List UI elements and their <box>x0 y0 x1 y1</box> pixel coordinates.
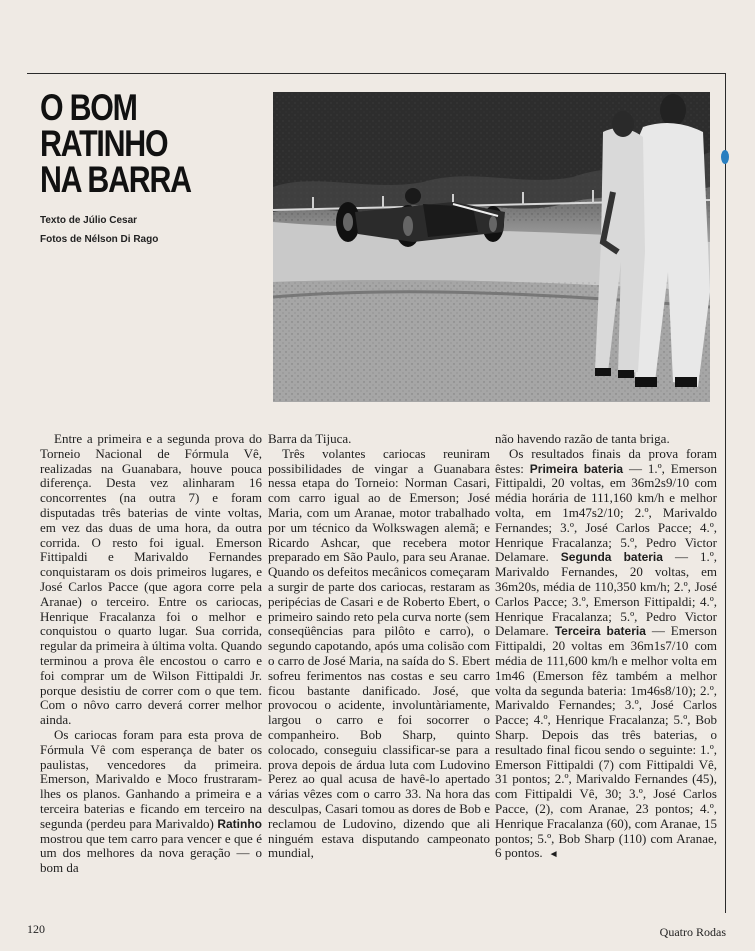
heading-terceira-bateria: Terceira bateria <box>554 624 646 639</box>
col1-p2-text-a: Os cariocas foram para esta prova de Fórmula Vê com esperança de bater os paulistas, vencedores da primeira. Emerson, Marivaldo e Moco frustraram-lhes os planos. Ganhando a primeira e a terceira baterias e ficando em terceiro na segunda (perdeu para Marivaldo) <box>40 726 262 831</box>
col1-paragraph-1: Entre a primeira e a segunda prova do Torneio Nacional de Fórmula Vê, realizadas na Guanabara, houve pouca diferença. Desta vez alinharam 16 concorrentes (na outra 7) e foram disputadas três baterias de vinte voltas, em vez das duas de uma hora, da outra corrida. O resto foi igual. Emerson Fittipaldi e Marivaldo Fernandes conquistaram os dois primeiros lugares, e José Carlos Pacce (que agora corre pela Aranae) o terceiro. Entre os cariocas, Henrique Fracalanza foi o melhor e conquistou o quarto lugar. Sua corrida, regular da primeira à última volta. Quando terminou a prova êle encostou o carro e foi comprar um de Wilson Fittipaldi Jr. porque desistiu de correr com o que tem. Com o nôvo carro deverá correr melhor ainda. <box>40 431 263 728</box>
col2-paragraph-2: Três volantes cariocas reuniram possibilidades de vingar a Guanabara nessa etapa do Torneio: Norman Casari, com carro igual ao de Emerson; José Maria, com um Aranae, motor trabalhado por um técnico da Wolkswagen alemã; e Ricardo Ashcar, que recebera motor preparado em São Paulo, para seu Aranae. Quando os defeitos mecânicos começaram a surgir de parte dos cariocas, restaram as peripécias de Casari e de Roberto Ebert, o primeiro saindo reto pela curva norte (sem conseqüências para pilôto e carro), o segundo capotando, após uma colisão com o carro de José Maria, na saída do S. Ebert sofreu ferimentos nas costas e seu carro ficou bastante danificado. José, que provocou o acidente, involuntàriamente, largou o carro e foi socorrer o companheiro. Bob Sharp, quinto colocado, conseguiu classificar-se para a prova depois de árdua luta com Ludovino Perez ao qual acusa de havê-lo apertado várias vêzes com o carro 33. Na hora das desculpas, Casari tomou as dores de Bob e reclamou de Ludovino, dizendo que ali ninguém estava disputando campeonato mundial, <box>268 445 491 861</box>
col2-paragraph-1: Barra da Tijuca. <box>268 431 352 446</box>
magazine-name: Quatro Rodas <box>659 925 726 939</box>
col1-paragraph-2 <box>40 728 262 876</box>
page-number: 120 <box>27 922 45 936</box>
col3-p2-results-2: — 1.º, Marivaldo Fernandes, 20 voltas, em 36m20s, média de 110,350 km/h; 2.º, José Carlos Pacce; 3.º, Emerson Fittipaldi; 4.º, Henrique Fracalanza; 5.º, Pedro Victor Delamare. <box>495 549 718 639</box>
headline-line-3: NA BARRA <box>40 159 191 200</box>
race-photo-image <box>273 92 710 402</box>
body-column-2 <box>268 432 490 861</box>
heading-primeira-bateria: Primeira bateria <box>529 461 624 476</box>
race-photo <box>273 92 710 402</box>
headline-line-2: RATINHO <box>40 123 168 164</box>
body-column-1 <box>40 432 262 876</box>
col3-paragraph-2 <box>495 447 717 863</box>
end-of-article-mark: ◄ <box>548 849 559 861</box>
col3-p2-intro: Os resultados finais da prova foram êstes: <box>495 445 717 476</box>
col3-p2-results-3: — Emerson Fittipaldi, 20 voltas em 36m1s7/10 com média de 111,600 km/h e melhor volta em 1m46 (Emerson fêz também a melhor volta da segunda bateria: 1m46s8/10); 2.º, Marivaldo Fernandes; 3.º, José Carlos Pacce; 4.º, Henrique Fracalanza; 5.º, Bob Sharp. Depois das três baterias, o resultado final ficou sendo o seguinte: 1.º, Emerson Fittipaldi (7) com Fittipaldi Vê, 31 pontos; 2.º, Marivaldo Fernandes (45), com Fittipaldi Vê, 30; 3.º, José Carlos Pacce, (2), com Aranae, 23 pontos; 4.º, Henrique Fracalanza (60), com Aranae, 15 pontos; 5.º, Bob Sharp (110) com Aranae, 6 pontos. <box>495 623 717 861</box>
photo-byline: Fotos de Nélson Di Rago <box>40 234 159 245</box>
col3-paragraph-1: não havendo razão de tanta briga. <box>495 431 670 446</box>
heading-segunda-bateria: Segunda bateria <box>560 550 663 565</box>
article-headline <box>40 87 220 200</box>
body-column-3 <box>495 432 717 863</box>
nickname-ratinho: Ratinho <box>217 816 262 831</box>
col3-p2-results-1: — 1.º, Emerson Fittipaldi, 20 voltas, em 36m2s9/10 com média horária de 111,160 km/h e melhor volta, em 1m47s2/10; 2.º, Marivaldo Fernandes; 3.º, José Carlos Pacce; 4.º, Henrique Fracalanza; 5.º, Pedro Victor Delamare. <box>495 460 717 565</box>
headline-line-1: O BOM <box>40 87 137 128</box>
col1-p2-text-b: mostrou que tem carro para vencer e que é um dos melhores da nova geração — o bom da <box>40 830 262 876</box>
edge-marker <box>721 150 729 164</box>
article-credits <box>40 211 260 249</box>
text-byline: Texto de Júlio Cesar <box>40 215 138 226</box>
